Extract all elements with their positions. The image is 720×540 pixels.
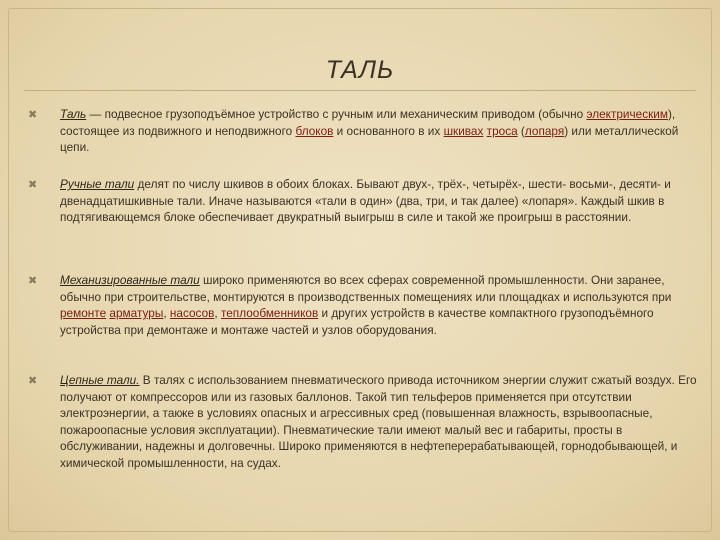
bullet-icon: ✖: [28, 179, 38, 191]
link-pumps[interactable]: насосов: [169, 306, 215, 320]
term: Таль: [60, 107, 87, 121]
bullet-item-mechanized-hoists: [26, 272, 702, 372]
text-run: ,: [214, 306, 221, 320]
text-run: ,: [163, 306, 170, 320]
text-run: и основанного в их: [333, 123, 444, 138]
bullet-icon: ✖: [28, 275, 38, 287]
bullet-text: [60, 272, 702, 338]
link-heat-exchangers[interactable]: теплообменников: [220, 306, 319, 320]
text-run: — подвесное грузоподъёмное устройство с ручным или механическим приводом (обычно: [86, 107, 587, 121]
bullet-list: [26, 106, 702, 471]
text-run: и других устройств в качестве компактного грузоподъёмного устройства при демонтаже и монтаже частей и узлов оборудования.: [60, 306, 654, 337]
link-rope[interactable]: троса: [486, 123, 518, 138]
link-electric[interactable]: электрическим: [586, 107, 668, 121]
title-divider: [24, 90, 696, 91]
text-run: ) или металлической цепи.: [60, 123, 679, 154]
bullet-item-chain-hoists: [26, 372, 702, 471]
term: Ручные тали: [60, 177, 135, 191]
bullet-item-tal-definition: [26, 106, 702, 176]
link-fall-line[interactable]: лопаря: [524, 123, 565, 138]
text-run: ), состоящее из подвижного и неподвижного: [60, 107, 676, 138]
link-repair[interactable]: ремонте: [60, 306, 107, 320]
bullet-text: [60, 372, 702, 471]
text-run: делят по числу шкивов в обоих блоках. Бывают двух-, трёх-, четырёх-, шести- восьми-, десяти- и двенадцатишкивные тали. Иначе называются «тали в один» (два, три, и так далее) «лопаря». Каждый шкив в подтягивающемся блоке обеспечивает двукратный выигрыш в силе и такой же проигрыш в расстоянии.: [60, 177, 671, 224]
bullet-icon: ✖: [28, 109, 38, 121]
bullet-item-manual-hoists: [26, 176, 702, 272]
link-blocks[interactable]: блоков: [295, 123, 334, 138]
bullet-text: [60, 176, 702, 226]
slide-title: ТАЛЬ: [325, 56, 395, 84]
text-run: широко применяются во всех сферах современной промышленности. Они заранее, обычно при строительстве, монтируются в производственных помещениях или площадках и используются при: [60, 273, 672, 304]
text-run: В талях с использованием пневматического привода источником энергии служит сжатый воздух. Его получают от компрессоров или из газовых баллонов. Такой тип тельферов применяется при отсутствии электроэнергии, а также в условиях опасных и агрессивных сред (повышенная влажность, взрывоопасные, пожароопасные условия эксплуатации). Пневматические тали имеют малый вес и габариты, просты в обслуживании, надежны и долговечны. Широко применяются в нефтеперерабатывающей, горнодобывающей, и химической промышленности, на судах.: [60, 373, 697, 470]
term: Цепные тали.: [60, 373, 140, 387]
link-fittings[interactable]: арматуры: [109, 306, 164, 320]
bullet-text: [60, 106, 702, 156]
text-run: (: [517, 123, 525, 138]
bullet-icon: ✖: [28, 375, 38, 387]
term: Механизированные тали: [60, 273, 200, 287]
link-sheaves[interactable]: шкивах: [443, 123, 484, 138]
